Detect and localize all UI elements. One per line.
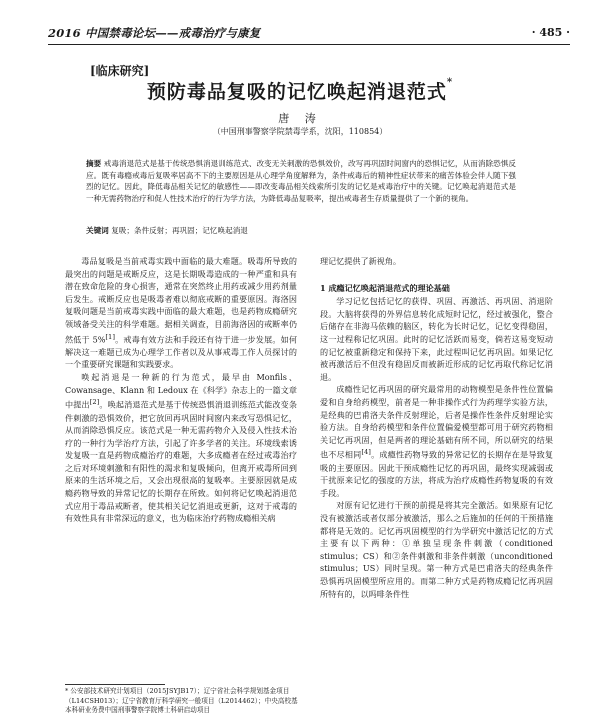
body-paragraph xyxy=(320,383,553,499)
abstract-text: 戒毒消退范式是基于传统恐惧消退训练范式、改变无关刺激的恐惧效价，改写再巩固时间窗内的恐惧记忆，从而消除恐惧反应。既有毒瘾戒毒后复吸率居高不下的主要原因是从心理学角度解释为，条件戒毒后的精神性症状带来的痛苦体验会伴人随下强烈的记忆。因此，降低毒品相关记忆的敏感性——即改变毒品相关线索所引发的记忆是戒毒治疗中的关键。记忆唤起消退范式是一种无需药物治疗和促人性技术治疗的行为学方法，为降低毒品复吸率，提出戒毒者生存质量提供了一个新的视角。 xyxy=(86,159,517,203)
affiliation: （中国刑事警察学院禁毒学系，沈阳，110854） xyxy=(212,127,388,136)
title-footnote-mark: * xyxy=(446,77,454,88)
body-paragraph: 对原有记忆进行干预的前提是将其完全激活。如果原有记忆没有被激活或者仅部分被激活，那么之后施加的任何的干预措施都将是无效的。记忆再巩固模型的行为学研究中激活记忆的方式主要有以下两种：①单独呈现条件刺激（conditioned stimulus；CS）和②条件刺激和非条件刺激（unconditioned stimulus；US）同时呈现。第一种方式是巴甫洛夫的经典条件恐惧再巩固模型所应用的。而第二种方式是药物成瘾记忆再巩固所特有的，以吗啡条件性 xyxy=(320,500,553,599)
citation: [4] xyxy=(361,448,371,457)
keywords-label: 关键词 xyxy=(86,226,109,235)
body-paragraph: 学习记忆包括记忆的获得、巩固、再激活、再巩固、消退阶段。大脑将获得的外界信息转化成短时记忆，经过被强化，整合后储存在非海马依赖的脑区，转化为长时记忆，记忆变得稳固，这一过程称记忆巩固。此时的记忆活跃而易变，倘若这易变短动的记忆被重新稳定和保持下来，此过程叫记忆再巩固。如果记忆被再激活后不但没有稳固反而被新近形成的记忆再取代称记忆消退。 xyxy=(320,296,553,382)
abstract-label: 摘要 xyxy=(86,159,102,168)
body-paragraph-continued: 理记忆提供了新视角。 xyxy=(320,256,401,266)
running-head-journal: 2016 中国禁毒论坛——戒毒治疗与康复 xyxy=(48,26,261,40)
paragraph-text: 成瘾性记忆再巩固的研究最常用的动物模型是条件性位置偏爱和自身给药模型，前者是一种非操作式行为药理学实验方法，是经典的巴甫洛夫条件反射理论，后者是操作性条件反射理论实验方法。自身给药模型和条件位置偏爱模型都可用于研究药物相关记忆再巩固，但是两者的理论基础有所不同，所以研究的结果也不尽相同 xyxy=(320,384,553,460)
article-category: [临床研究] xyxy=(90,64,150,78)
page-number: · 485 · xyxy=(531,26,570,39)
paragraph-text: 。成瘾性药物导致的异常记忆的长期存在是导致复吸的主要原因。因此干预成瘾性记忆的再巩固，最终实现减弱或干扰原来记忆的强度的方法，将成为治疗成瘾性药物复吸的有效手段。 xyxy=(320,450,553,498)
author: 唐 涛 xyxy=(278,112,322,125)
article-title xyxy=(0,77,600,104)
body-paragraph xyxy=(65,371,297,525)
footnote-rule xyxy=(65,684,165,685)
funding-footnote: * 公安部技术研究计划项目（2015JSYJB17）；辽宁省社会科学规划基金项目（L14CSH013）；辽宁省教育厅科学研究一般项目（L2014462）；中央高校基本科研业务费中国刑事警察学院博士科研启动项目 xyxy=(65,687,298,715)
body-paragraph xyxy=(65,255,297,371)
paragraph-text: 。唤起消退范式是基于传统恐惧消退训练范式能改变条件刺激的恐惧效价，把它放回再巩固时间窗内来改写恐惧记忆，从而消除恐惧反应。该范式是一种无需药物介入及侵入性技术治疗的一种行为学治疗方法，引起了许多学者的关注。环境线索诱发复吸一直是药物成瘾治疗的难题，大多成瘾者在经过戒毒治疗之后对环境刺激和有阳性的渴求和复吸倾向，但离开戒毒所回到原来的生活环境之后，又会出现很高的复吸率。主要原因就是成瘾药物导致的异常记忆的长期存在所致。如何将记忆唤起消退范式应用于毒品戒断者，使其相关记忆消退或更新，这对于戒毒的有效性具有非常深远的意义，也为临床治疗药物成瘾相关病 xyxy=(65,399,297,524)
citation: [2] xyxy=(89,398,100,407)
abstract xyxy=(86,158,516,204)
citation: [1] xyxy=(105,332,115,341)
keywords-text: 复吸；条件反射；再巩固；记忆唤起消退 xyxy=(111,226,248,235)
paragraph-text: 唤起消退是一种新的行为范式，最早由 Monfils、Cowansage、Klann 和 Ledoux 在《科学》杂志上的一篇文章中提出 xyxy=(65,372,297,410)
right-column xyxy=(320,255,553,600)
paragraph-text: 。戒毒有效方法和手段还有待于进一步发展。如何解决这一难题已成为心理学工作者以及从事戒毒工作人员探讨的一个重要研究课题和实践要求。 xyxy=(65,334,297,370)
running-head xyxy=(48,24,570,45)
keywords xyxy=(86,225,516,237)
title-text: 预防毒品复吸的记忆唤起消退范式 xyxy=(146,81,447,103)
section-heading: 1 成瘾记忆唤起消退范式的理论基础 xyxy=(320,282,450,293)
left-column xyxy=(65,255,297,525)
paragraph-text: 毒品复吸是当前戒毒实践中面临的最大难题。吸毒所导致的最突出的问题是戒断反应，这是长期吸毒造成的一种严重和具有潜在致命危险的身心损害，通常在突然终止用药或减少用药剂量后发生。戒断反应也是吸毒者难以彻底戒断的重要原因。海洛因复吸问题是当前戒毒实践中面临的最大难题，也是药物成瘾研究领域备受关注的科学难题。据相关调查，目前海洛因的戒断率仍然低于 5% xyxy=(65,256,297,345)
